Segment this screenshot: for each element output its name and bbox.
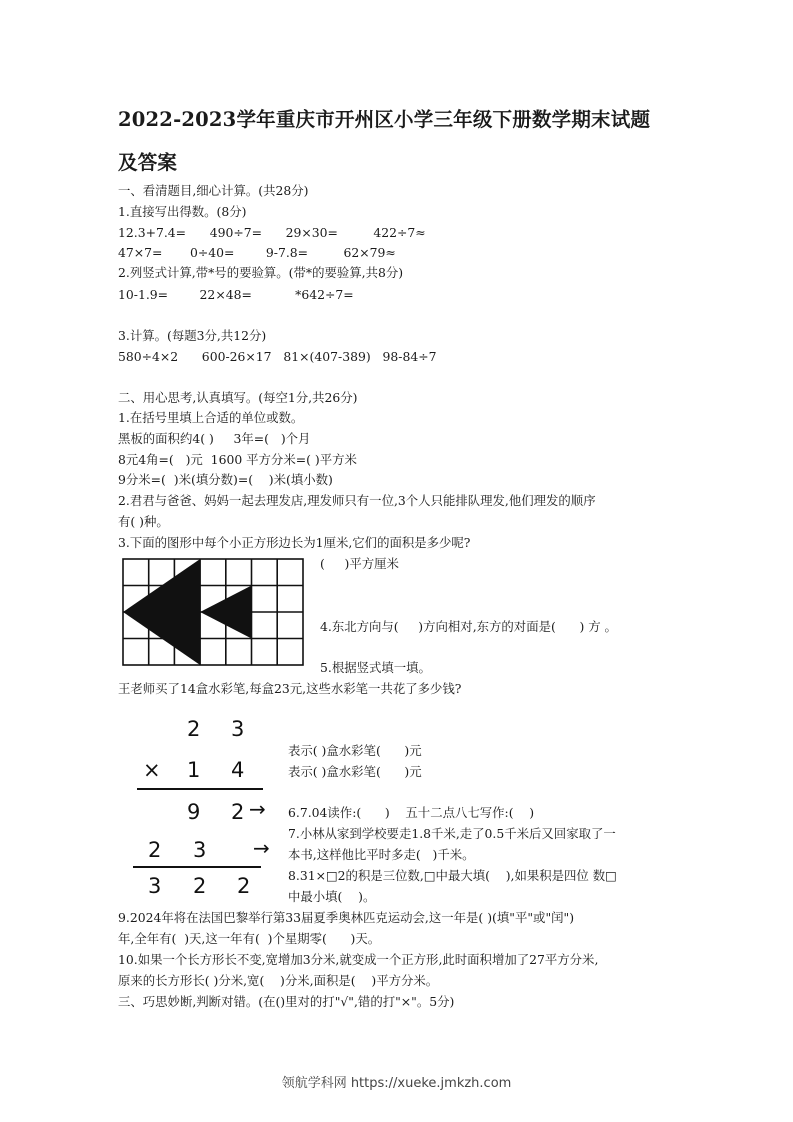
q2-10-line1: 10.如果一个长方形长不变,宽增加3分米,就变成一个正方形,此时面积增加了27平方分米, <box>118 952 599 967</box>
q2-5-heading: 5.根据竖式填一填。 <box>320 660 431 675</box>
q2-1-heading: 1.在括号里填上合适的单位或数。 <box>118 410 304 425</box>
calc-r4-d2: 3 <box>193 838 207 862</box>
q2-9-line2: 年,全年有( )天,这一年有( )个星期零( )天。 <box>118 931 381 946</box>
q2-1-row2: 8元4角=( )元 1600 平方分米=( )平方米 <box>118 452 357 467</box>
q1-3-row: 580÷4×2 600-26×17 81×(407-389) 98-84÷7 <box>118 349 437 364</box>
section-1-heading: 一、看清题目,细心计算。(共28分) <box>118 183 309 198</box>
q2-1-row1: 黑板的面积约4( ) 3年=( )个月 <box>118 431 311 446</box>
q2-3-heading: 3.下面的图形中每个小正方形边长为1厘米,它们的面积是多少呢? <box>118 535 471 550</box>
q2-8-line2: 中最小填( )。 <box>288 889 376 904</box>
q1-1-row2: 47×7= 0÷40= 9-7.8= 62×79≈ <box>118 245 396 260</box>
q2-3-answer: ( )平方厘米 <box>320 556 399 571</box>
calc-r5-d1: 3 <box>148 874 162 898</box>
calc-r2-d1: 1 <box>187 758 201 782</box>
calc-r3-d1: 9 <box>187 800 201 824</box>
calc-r2-d2: 4 <box>231 758 245 782</box>
calc-r5-d3: 2 <box>237 874 251 898</box>
large-triangle <box>123 559 200 665</box>
q2-4: 4.东北方向与( )方向相对,东方的对面是( ) 方 。 <box>320 619 617 634</box>
q2-8-line1: 8.31×□2的积是三位数,□中最大填( ),如果积是四位 数□ <box>288 868 617 883</box>
calc-r3-d2: 2 <box>231 800 245 824</box>
q2-10-line2: 原来的长方形长( )分米,宽( )分米,面积是( )平方分米。 <box>118 973 439 988</box>
section-3-heading: 三、巧思妙断,判断对错。(在()里对的打"√",错的打"×"。5分) <box>118 994 455 1009</box>
calc-arrow-1: → <box>249 797 266 821</box>
q2-9-line1: 9.2024年将在法国巴黎举行第33届夏季奥林匹克运动会,这一年是( )(填"平"或"闰") <box>118 910 575 925</box>
grid-triangles-figure <box>122 558 304 666</box>
q2-6: 6.7.04读作:( ) 五十二点八七写作:( ) <box>288 805 535 820</box>
q1-1-heading: 1.直接写出得数。(8分) <box>118 204 247 219</box>
vertical-multiplication <box>115 718 285 903</box>
calc-r4-d1: 2 <box>148 838 162 862</box>
q2-5-blank1: 表示( )盒水彩笔( )元 <box>288 743 422 758</box>
q2-2-line2: 有( )种。 <box>118 514 169 529</box>
q2-5-blank2: 表示( )盒水彩笔( )元 <box>288 764 422 779</box>
q1-2-row: 10-1.9= 22×48= *642÷7= <box>118 287 354 302</box>
calc-arrow-2: → <box>253 836 270 860</box>
q2-1-row3: 9分米=( )米(填分数)=( )米(填小数) <box>118 472 333 487</box>
section-2-heading: 二、用心思考,认真填写。(每空1分,共26分) <box>118 390 358 405</box>
calc-r5-d2: 2 <box>193 874 207 898</box>
page-title-line2: 及答案 <box>118 151 178 174</box>
calc-r1-d1: 2 <box>187 718 201 741</box>
q2-7-line2: 本书,这样他比平时多走( )千米。 <box>288 847 475 862</box>
q1-2-heading: 2.列竖式计算,带*号的要验算。(带*的要验算,共8分) <box>118 265 404 280</box>
q2-5-problem: 王老师买了14盒水彩笔,每盒23元,这些水彩笔一共花了多少钱? <box>118 681 462 696</box>
q2-2-line1: 2.君君与爸爸、妈妈一起去理发店,理发师只有一位,3个人只能排队理发,他们理发的顺序 <box>118 493 596 508</box>
page-title-line1: 2022-2023学年重庆市开州区小学三年级下册数学期末试题 <box>118 108 651 131</box>
calc-times-sign: × <box>143 758 161 782</box>
calc-r1-d2: 3 <box>231 718 245 741</box>
q1-3-heading: 3.计算。(每题3分,共12分) <box>118 328 267 343</box>
page-footer: 领航学科网 https://xueke.jmkzh.com <box>281 1076 512 1091</box>
q1-1-row1: 12.3+7.4= 490÷7= 29×30= 422÷7≈ <box>118 225 426 240</box>
q2-7-line1: 7.小林从家到学校要走1.8千米,走了0.5千米后又回家取了一 <box>288 826 616 841</box>
